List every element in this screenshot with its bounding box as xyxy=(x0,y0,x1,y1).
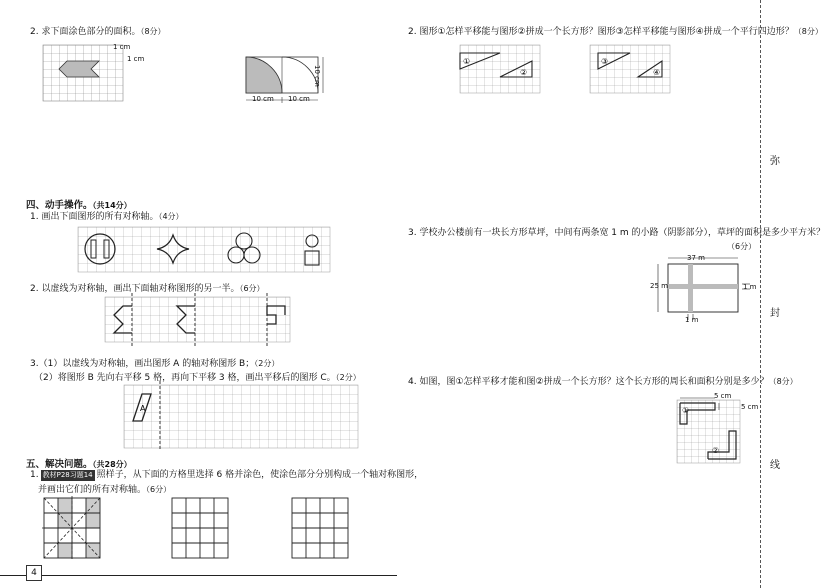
seal-char-3: 线 xyxy=(770,456,780,471)
shape-1-label: ① xyxy=(463,57,471,66)
piece-1-label: ① xyxy=(682,406,690,415)
horizontal-road xyxy=(668,284,738,289)
translation-grid xyxy=(124,385,364,453)
arrow-shape-grid xyxy=(43,45,123,105)
s4-question-1-title: 1. 画出下面图形的所有对称轴。（4分） xyxy=(30,212,184,222)
bottom-bar-right xyxy=(42,575,397,576)
page-number: 4 xyxy=(26,565,42,581)
shape-3-label: ③ xyxy=(601,57,609,66)
r-question-4-title: 4. 如图，图①怎样平移才能和图②拼成一个长方形？这个长方形的周长和面积分别是多少？（8分） xyxy=(408,377,798,387)
figure-a-label: A xyxy=(140,404,146,413)
road-width-label-b: 1 m xyxy=(685,316,699,324)
r-question-2-title: 2. 图形①怎样平移能与图形②拼成一个长方形？图形③怎样平移能与图形④拼成一个平行四边形？（8分） xyxy=(408,27,823,37)
piece-2-label: ② xyxy=(712,446,720,455)
r-question-3-points: （6分） xyxy=(727,242,757,251)
piece-dim-label-1: 5 cm xyxy=(714,392,732,400)
bottom-bar-left xyxy=(0,575,26,576)
s4-question-3-line2: （2）将图形 B 先向右平移 5 格，再向下平移 3 格，画出平移后的图形 C。（2分） xyxy=(34,373,361,383)
s4-question-2-title: 2. 以虚线为对称轴，画出下面轴对称图形的另一半。（6分） xyxy=(30,284,265,294)
example-4x4-grid xyxy=(44,498,114,562)
section-5-heading: 五、解决问题。（共28分） xyxy=(26,459,132,470)
dim-label-a: 10 cm xyxy=(252,95,274,103)
symmetry-shapes-grid xyxy=(78,227,330,275)
blank-4x4-grid-2 xyxy=(292,498,354,560)
r-question-3-title: 3. 学校办公楼前有一块长方形草坪，中间有两条宽 1 m 的小路（阴影部分），草坪的面积是多少平方米？ xyxy=(408,228,825,238)
unit-label-side: 1 cm xyxy=(127,55,145,63)
unit-label-top: 1 cm xyxy=(113,43,131,51)
s5-question-1-line2: 并画出它们的所有对称轴。（6分） xyxy=(38,485,172,495)
seal-dashed-line xyxy=(760,0,761,588)
piece-dim-label-2: 5 cm xyxy=(741,403,759,411)
blank-4x4-grid-1 xyxy=(172,498,234,560)
s4-question-3-line1: 3.（1）以虚线为对称轴，画出图形 A 的轴对称图形 B；（2分） xyxy=(30,359,280,369)
lawn-width-label: 37 m xyxy=(687,254,705,262)
textbook-tag: 教材P28习题14 xyxy=(42,471,93,479)
seal-char-1: 弥 xyxy=(770,152,780,167)
s5-question-1-line1: 1. 教材P28习题14 照样子，从下面的方格里选择 6 格并涂色，使涂色部分分别构成一个轴对称图形， xyxy=(30,470,424,480)
half-shapes-grid xyxy=(105,297,293,347)
translation-grid-1 xyxy=(460,45,542,97)
question-2-title: 2. 求下面涂色部分的面积。（8分） xyxy=(30,27,166,37)
shape-4-label: ④ xyxy=(653,68,661,77)
translation-grid-2 xyxy=(590,45,672,97)
dim-label-h: 10 cm xyxy=(313,65,321,87)
dim-label-b: 10 cm xyxy=(288,95,310,103)
section-4-heading: 四、动手操作。（共14分） xyxy=(26,200,132,211)
shape-2-label: ② xyxy=(520,68,528,77)
seal-char-2: 封 xyxy=(770,304,780,319)
road-width-label-a: 1 m xyxy=(743,283,757,291)
lawn-height-label: 25 m xyxy=(650,282,668,290)
